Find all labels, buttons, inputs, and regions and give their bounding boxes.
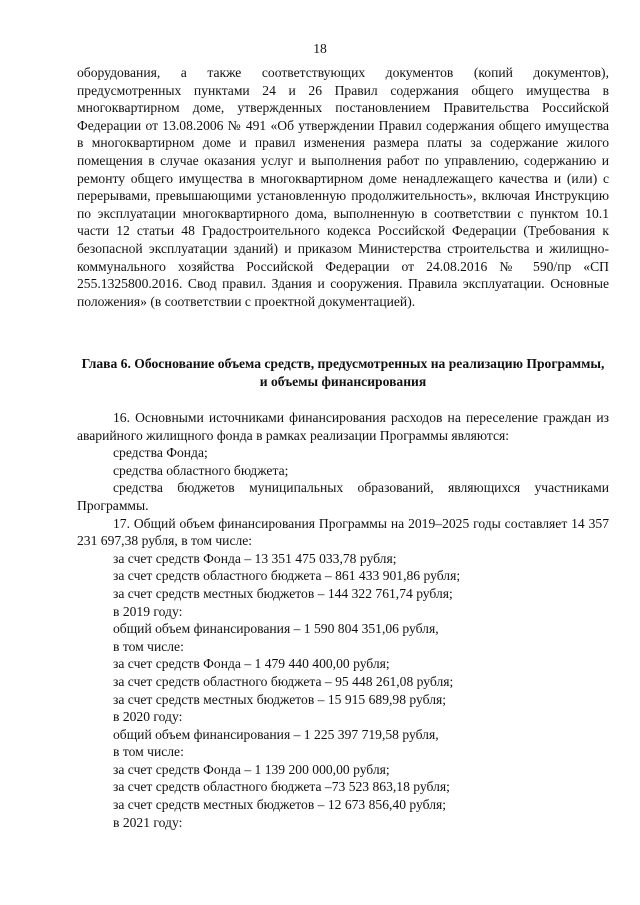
financing-line: в том числе:: [113, 638, 184, 654]
source-item: средства областного бюджета;: [113, 462, 289, 478]
financing-line: в 2021 году:: [113, 814, 183, 830]
financing-line: за счет средств Фонда – 1 479 440 400,00 рубля;: [113, 656, 390, 672]
financing-line: за счет средств областного бюджета –73 523 863,18 рубля;: [113, 779, 450, 795]
financing-line: за счет средств областного бюджета – 95 448 261,08 рубля;: [113, 673, 454, 689]
continuation-block: [77, 64, 609, 310]
financing-line: общий объем финансирования – 1 225 397 719,58 рубля,: [113, 726, 439, 742]
financing-line: за счет средств местных бюджетов – 15 915 689,98 рубля;: [113, 691, 447, 707]
financing-line: за счет средств Фонда – 13 351 475 033,78 рубля;: [113, 550, 397, 566]
continuation-paragraph: оборудования, а также соответствующих документов (копий документов), предусмотренных пунктами 24 и 26 Правил содержания общего имущества в многоквартирном доме, утвержденных постановлением Правительства Российской Федерации от 13.08.2006 № 491 «Об утверждении Правил содержания общего имущества в многоквартирном доме и правил изменения размера платы за содержание жилого помещения в случае оказания услуг и выполнения работ по управлению, содержанию и ремонту общего имущества в многоквартирном доме ненадлежащего качества и (или) с перерывами, превышающими установленную продолжительность», включая Инструкцию по эксплуатации многоквартирного дома, выполненную в соответствии с пунктом 10.1 части 12 статьи 48 Градостроительного кодекса Российской Федерации (Требования к безопасной эксплуатации зданий) и приказом Министерства строительства и жилищно-коммунального хозяйства Российской Федерации от 24.08.2016 № 590/пр «СП 255.1325800.2016. Свод правил. Здания и сооружения. Правила эксплуатации. Основные положения» (в соответствии с проектной документацией).: [77, 65, 609, 309]
paragraph-17: 17. Общий объем финансирования Программы на 2019–2025 годы составляет 14 357 231 697,38 рубля, в том числе:: [77, 515, 609, 549]
source-item: средства Фонда;: [113, 445, 208, 461]
source-item: средства бюджетов муниципальных образований, являющихся участниками Программы.: [77, 480, 609, 513]
financing-line: за счет средств местных бюджетов – 144 322 761,74 рубля;: [113, 585, 453, 601]
financing-line: в том числе:: [113, 744, 184, 760]
financing-line: в 2019 году:: [113, 603, 183, 619]
financing-line: общий объем финансирования – 1 590 804 351,06 рубля,: [113, 621, 439, 637]
chapter-heading: Глава 6. Обоснование объема средств, предусмотренных на реализацию Программы, и объемы финансирования: [81, 356, 605, 389]
financing-line: за счет средств областного бюджета – 861 433 901,86 рубля;: [113, 568, 461, 584]
paragraph-16: 16. Основными источниками финансирования расходов на переселение граждан из аварийного жилищного фонда в рамках реализации Программы являются:: [77, 410, 609, 443]
page-number: 18: [313, 41, 327, 56]
financing-section: [77, 409, 609, 831]
financing-line: за счет средств местных бюджетов – 12 673 856,40 рубля;: [113, 797, 447, 813]
financing-line: в 2020 году:: [113, 709, 183, 725]
financing-line: за счет средств Фонда – 1 139 200 000,00 рубля;: [113, 761, 390, 777]
